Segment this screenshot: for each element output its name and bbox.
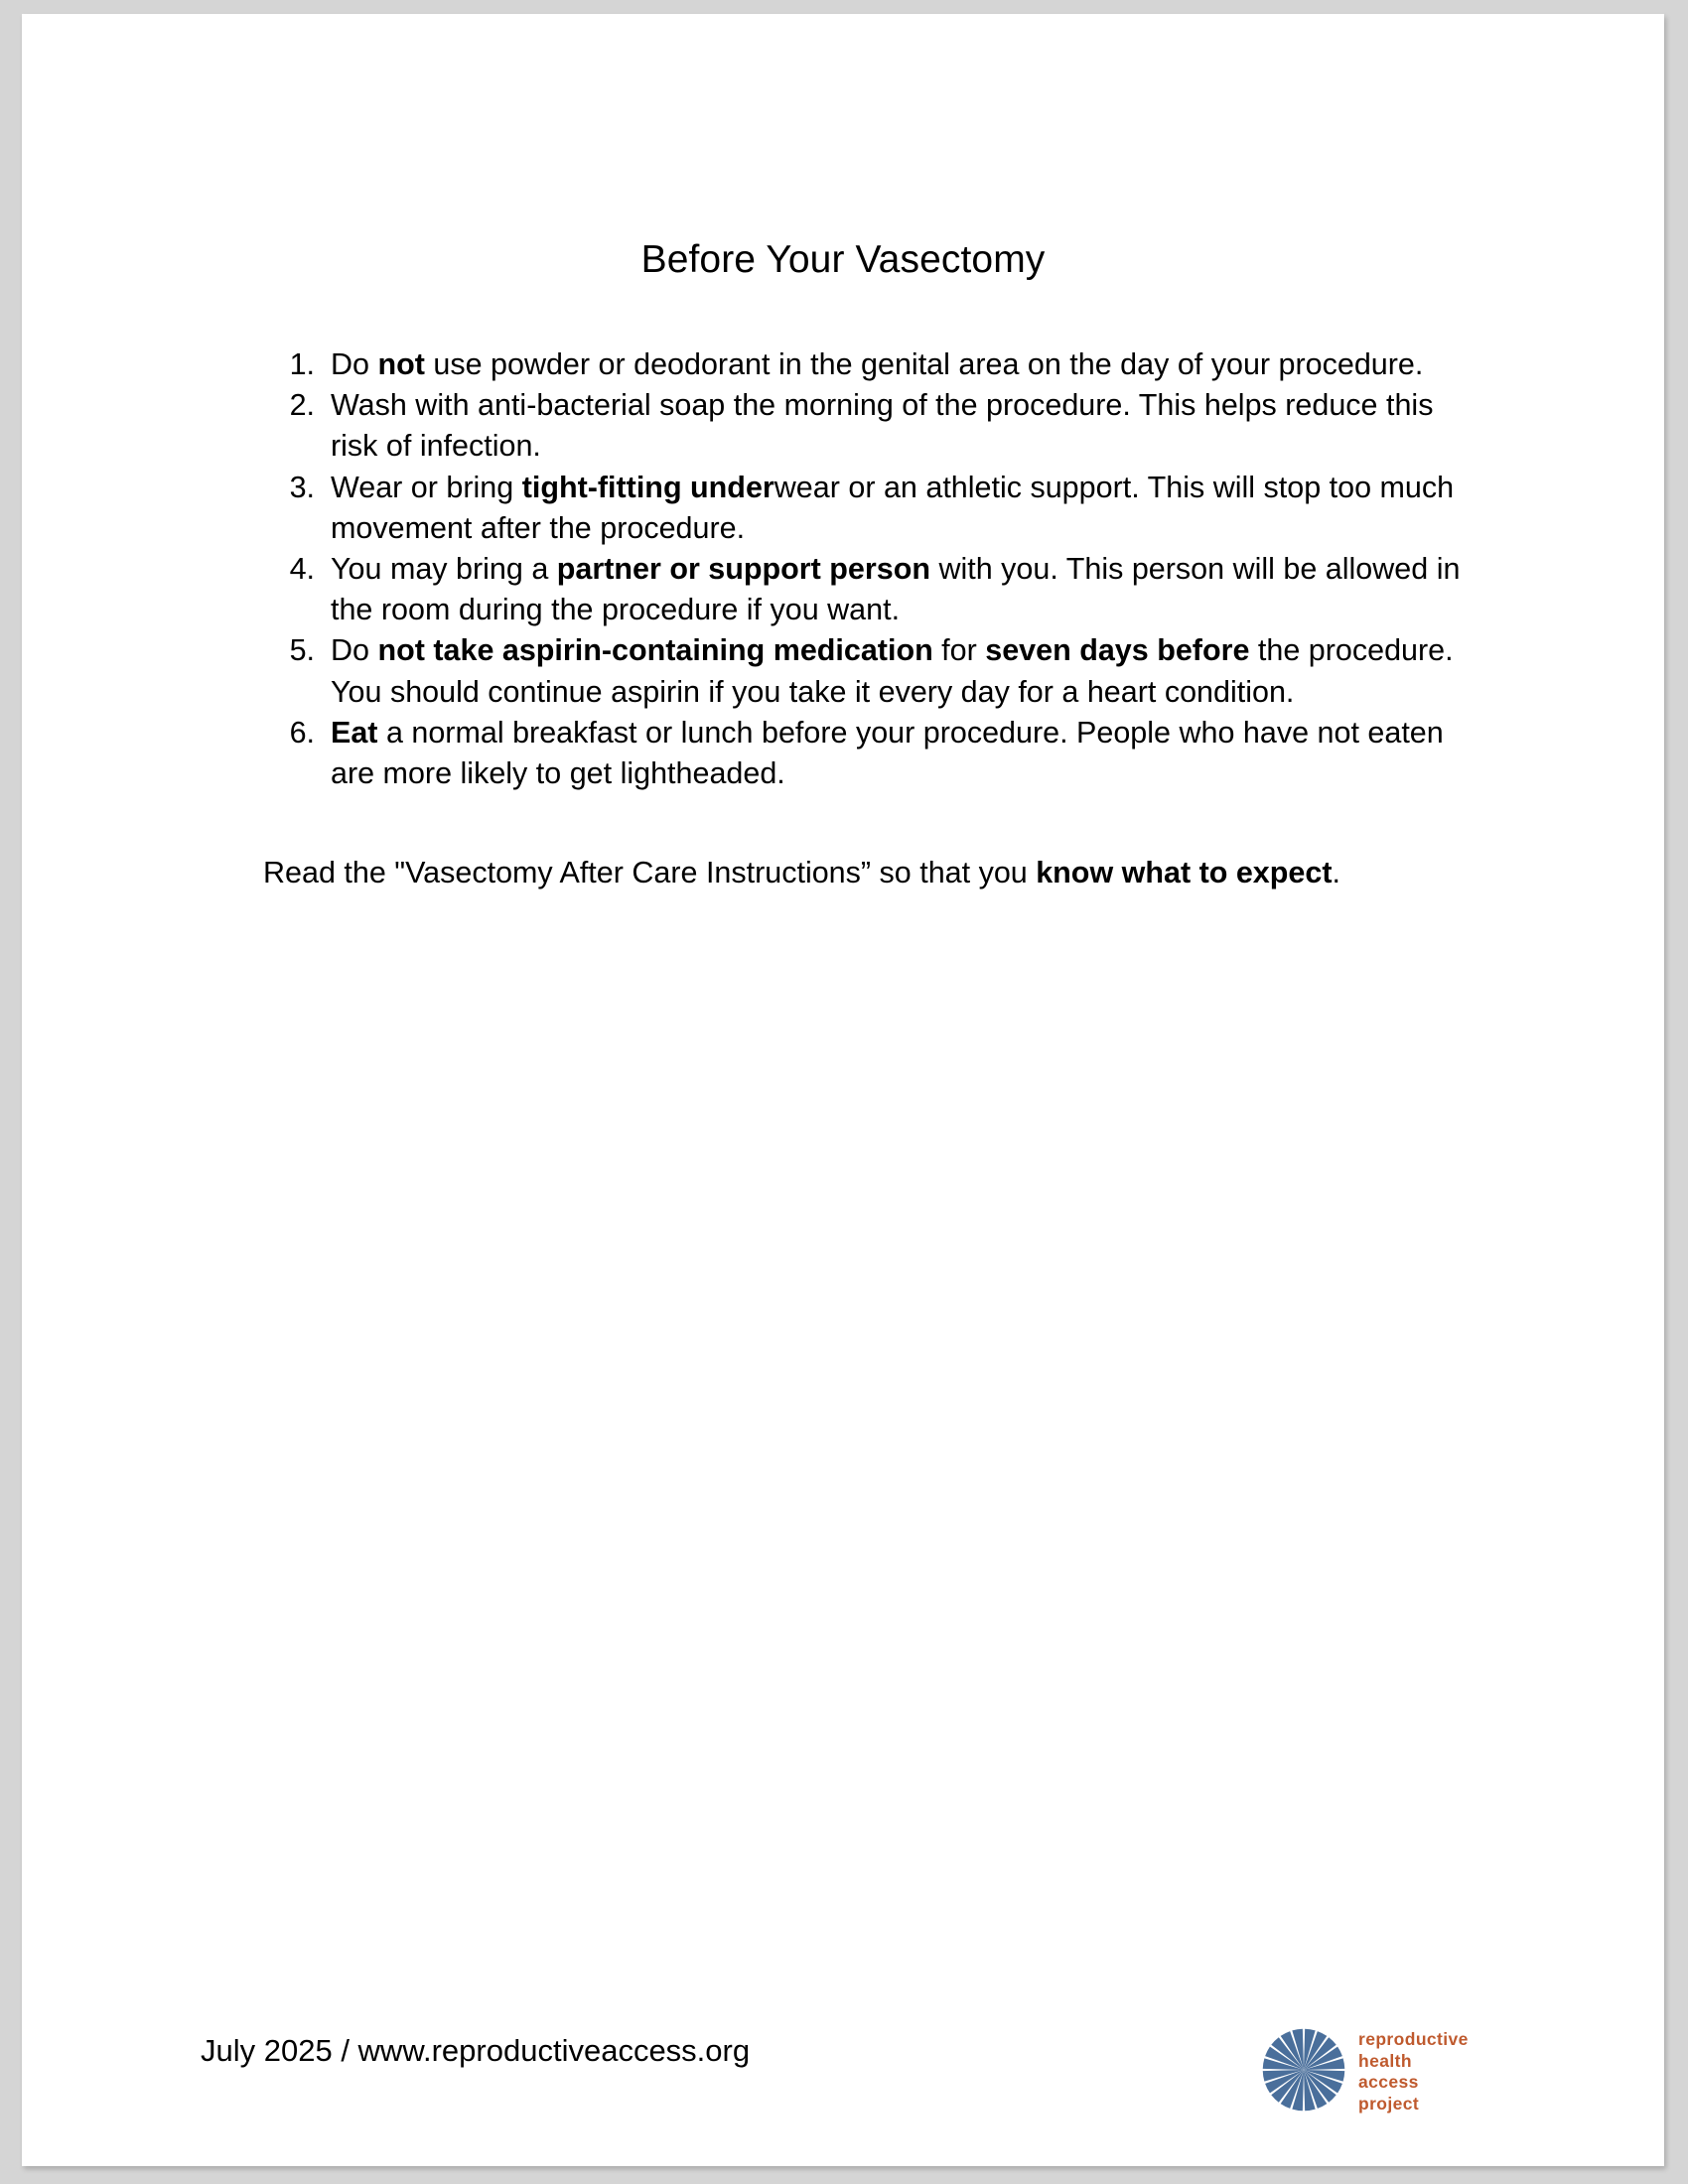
body-text: the procedure. You should continue aspirin if you take it every day for a heart condition.	[331, 633, 1454, 709]
emphasis-text: know what to expect	[1036, 856, 1333, 889]
body-text: with you. This person will be allowed in the room during the procedure if you want.	[331, 552, 1461, 627]
page-title: Before Your Vasectomy	[640, 238, 1046, 281]
list-item-number: 2.	[289, 388, 315, 423]
list-item-text	[331, 468, 1484, 549]
body-text: for	[932, 633, 986, 668]
logo-wordmark-line: access	[1358, 2072, 1419, 2092]
organization-logo	[1261, 2019, 1479, 2130]
logo-wordmark	[1358, 2029, 1487, 2115]
emphasis-text: seven days before	[985, 633, 1250, 668]
logo-wordmark-line: reproductive	[1358, 2029, 1469, 2049]
list-item-number: 5.	[289, 633, 315, 668]
body-text: .	[1332, 856, 1340, 889]
body-text: a normal breakfast or lunch before your procedure. People who have not eaten are more likely to get lightheaded.	[331, 715, 1444, 791]
list-item	[289, 468, 1484, 549]
list-item	[289, 549, 1484, 630]
document-body	[22, 14, 1664, 2166]
emphasis-text: tight-fitting under	[521, 470, 774, 504]
logo-wordmark-line: health	[1358, 2050, 1412, 2071]
body-text: You may bring a	[331, 552, 557, 587]
list-item-text	[331, 713, 1484, 794]
list-item-number: 6.	[289, 715, 315, 750]
list-item	[289, 385, 1484, 467]
emphasis-text: not	[377, 347, 425, 381]
closing-paragraph	[263, 853, 1494, 893]
list-item	[289, 630, 1484, 712]
list-item-text	[331, 630, 1484, 712]
list-item-number: 3.	[289, 470, 315, 504]
list-item	[289, 713, 1484, 794]
list-item-text	[331, 344, 1484, 385]
body-text: Do	[331, 347, 378, 381]
body-text: Do	[331, 633, 378, 668]
sunburst-circle-icon	[1261, 2027, 1346, 2113]
list-item-number: 4.	[289, 552, 315, 587]
body-text: wear or an athletic support. This will stop too much movement after the procedure.	[331, 470, 1455, 545]
logo-wordmark-line: project	[1358, 2093, 1420, 2114]
document-sheet	[22, 14, 1664, 2166]
body-text: Wear or bring	[331, 470, 522, 504]
instruction-list	[263, 344, 1484, 794]
footer-date-and-url: July 2025 / www.reproductiveaccess.org	[201, 2033, 751, 2068]
list-item-text	[331, 549, 1484, 630]
emphasis-text: Eat	[331, 715, 378, 750]
body-text: Wash with anti-bacterial soap the morning of the procedure. This helps reduce this risk of infection.	[331, 388, 1434, 464]
body-text: Read the "Vasectomy After Care Instructions” so that you	[263, 856, 1037, 889]
emphasis-text: partner or support person	[556, 552, 930, 587]
list-item-text	[331, 385, 1484, 467]
emphasis-text: not take aspirin-containing medication	[377, 633, 933, 668]
list-item	[289, 344, 1484, 385]
body-text: use powder or deodorant in the genital area on the day of your procedure.	[424, 347, 1424, 381]
list-item-number: 1.	[289, 347, 315, 381]
